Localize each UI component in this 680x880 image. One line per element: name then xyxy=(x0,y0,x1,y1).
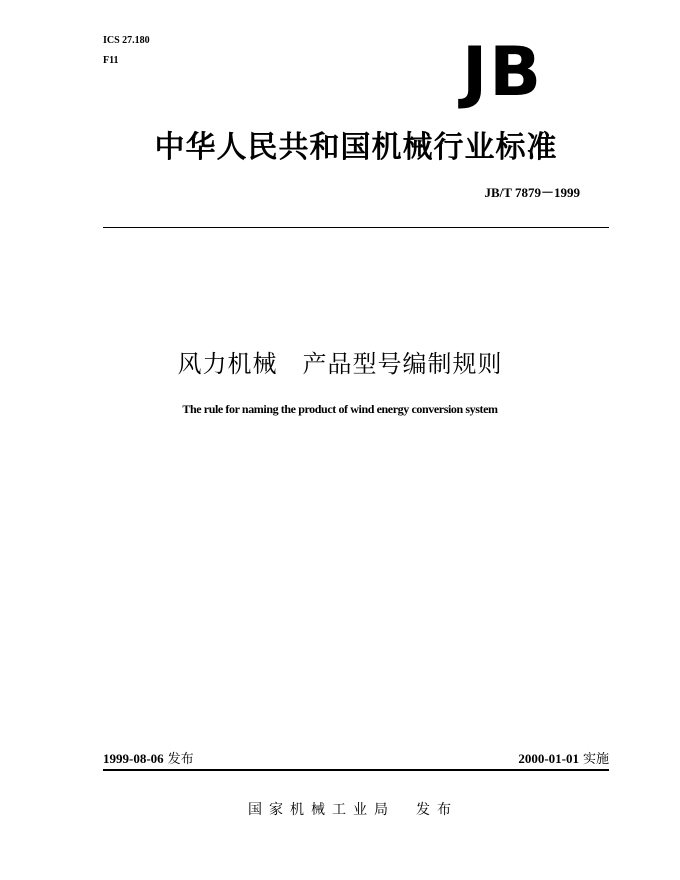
ics-code: ICS 27.180 xyxy=(103,35,150,46)
issue-info xyxy=(103,748,194,768)
date-row xyxy=(103,748,609,768)
organization-title: 中华人民共和国机械行业标准 xyxy=(154,130,558,165)
jb-logo: JB xyxy=(462,33,544,112)
footer-divider xyxy=(103,769,609,771)
implement-info xyxy=(518,748,609,768)
implement-label: 实施 xyxy=(582,752,609,767)
header-divider xyxy=(103,227,609,228)
implement-date: 2000-01-01 xyxy=(518,751,579,766)
document-title-cn: 风力机械 产品型号编制规则 xyxy=(177,350,503,378)
document-title-en: The rule for naming the product of wind energy conversion system xyxy=(182,402,498,416)
issue-date: 1999-08-06 xyxy=(103,751,164,766)
standard-number: JB/T 7879－1999 xyxy=(484,185,580,200)
classification-code: F11 xyxy=(103,55,119,66)
issue-label: 发布 xyxy=(167,752,194,767)
issuing-authority: 国家机械工业局 发布 xyxy=(248,802,458,818)
